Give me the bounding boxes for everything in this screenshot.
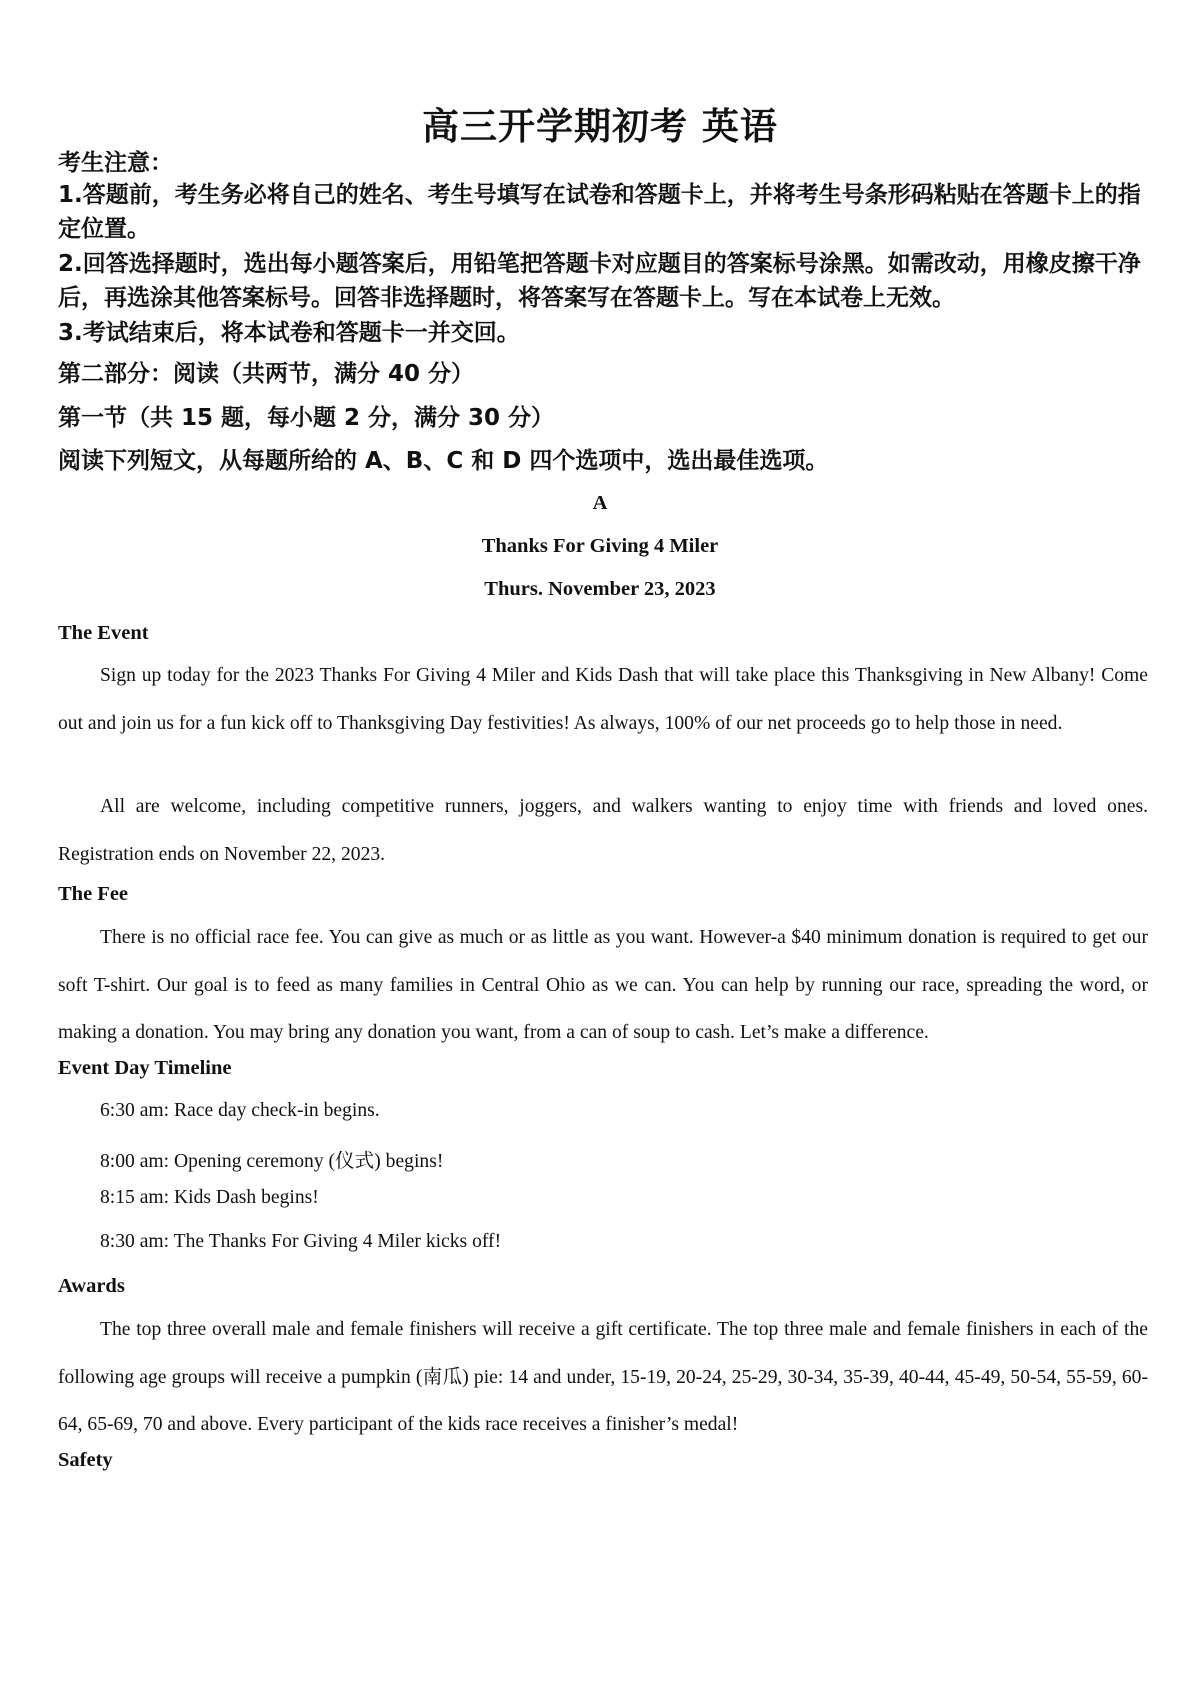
section-heading-event: The Event — [58, 622, 149, 644]
passage-label: A — [592, 492, 608, 514]
section-heading-awards: Awards — [58, 1275, 125, 1297]
reading-instruction: 阅读下列短文，从每题所给的 A、B、C 和 D 四个选项中，选出最佳选项。 — [58, 448, 829, 474]
page-title: 高三开学期初考 英语 — [422, 104, 778, 148]
event-paragraph-1: Sign up today for the 2023 Thanks For Giving 4 Miler and Kids Dash that will take place this Thanksgiving in New Albany! Come out and join us for a fun kick off to Thanksgiving Day festivities! As always, 100% of our net proceeds go to help those in need. — [58, 665, 1148, 734]
section-heading-fee: The Fee — [58, 883, 129, 905]
event-paragraph-2: All are welcome, including competitive runners, joggers, and walkers wanting to enjoy time with friends and loved ones. Registration ends on November 22, 2023. — [58, 796, 1148, 865]
timeline-item: 6:30 am: Race day check-in begins. — [100, 1100, 380, 1121]
passage-date: Thurs. November 23, 2023 — [484, 578, 716, 600]
awards-paragraph: The top three overall male and female finishers will receive a gift certificate. The top three male and female finishers in each of the following age groups will receive a pumpkin (南瓜) pie: 14 and under, 15-19, 20-24, 25-29, 30-34, 35-39, 40-44, 45-49, 50-54, 55-59, 60-64, 65-69, 70 and above. Every participant of the kids race receives a finisher’s medal! — [58, 1319, 1148, 1435]
section-heading-safety: Safety — [58, 1449, 113, 1471]
passage-title: Thanks For Giving 4 Miler — [481, 535, 719, 557]
section-heading-timeline: Event Day Timeline — [58, 1057, 232, 1079]
section-one-heading: 第一节（共 15 题，每小题 2 分，满分 30 分） — [58, 405, 555, 431]
notice-item-3: 3.考试结束后，将本试卷和答题卡一并交回。 — [58, 320, 520, 346]
notice-item-2: 2.回答选择题时，选出每小题答案后，用铅笔把答题卡对应题目的答案标号涂黑。如需改动，用橡皮擦干净后，再选涂其他答案标号。回答非选择题时，将答案写在答题卡上。写在本试卷上无效。 — [58, 251, 1141, 311]
timeline-item: 8:15 am: Kids Dash begins! — [100, 1187, 319, 1208]
notice-heading: 考生注意： — [58, 150, 173, 176]
timeline-item: 8:30 am: The Thanks For Giving 4 Miler kicks off! — [100, 1231, 502, 1252]
timeline-item: 8:00 am: Opening ceremony (仪式) begins! — [100, 1151, 444, 1172]
fee-paragraph: There is no official race fee. You can give as much or as little as you want. However-a $40 minimum donation is required to get our soft T-shirt. Our goal is to feed as many families in Central Ohio as we can. You can help by running our race, spreading the word, or making a donation. You may bring any donation you want, from a can of soup to cash. Let’s make a difference. — [58, 927, 1148, 1043]
notice-item-1: 1.答题前，考生务必将自己的姓名、考生号填写在试卷和答题卡上，并将考生号条形码粘贴在答题卡上的指定位置。 — [58, 182, 1141, 242]
part-two-heading: 第二部分：阅读（共两节，满分 40 分） — [58, 361, 475, 387]
